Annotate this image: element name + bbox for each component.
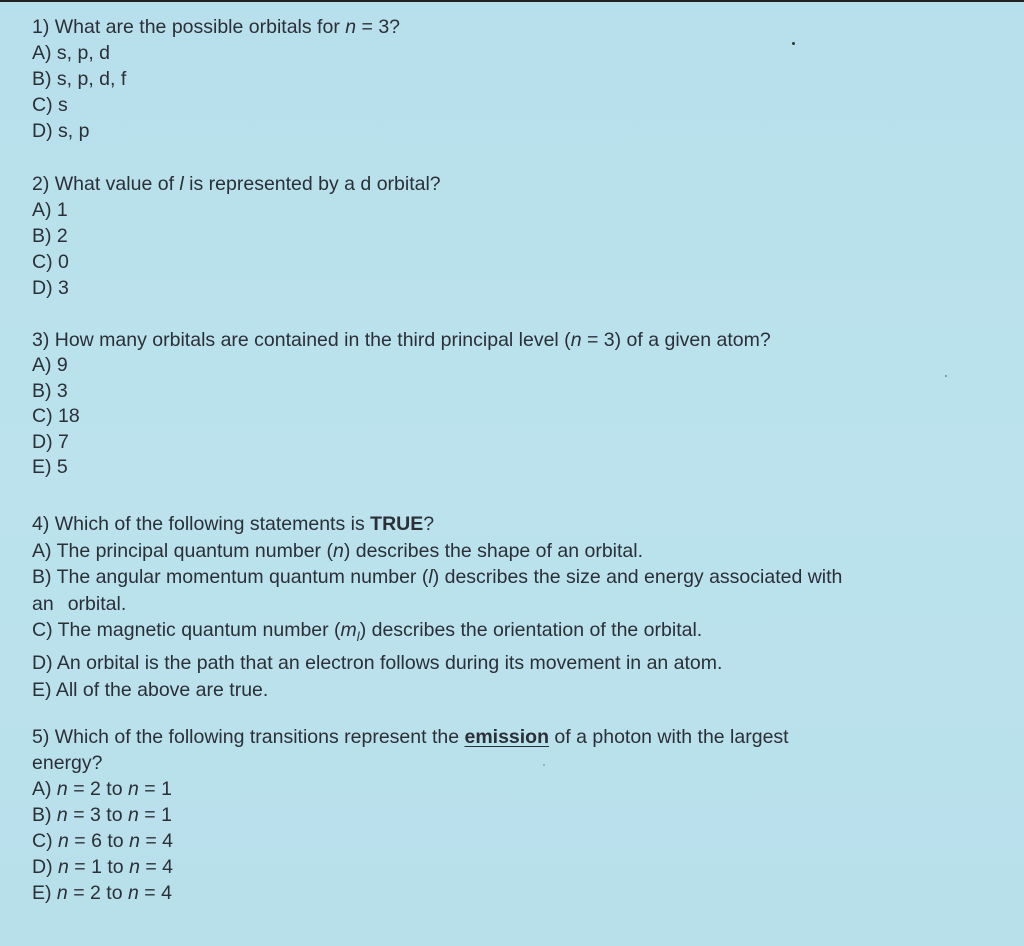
question-5-option-e [32,880,789,906]
question-3-option-e: E) 5 [32,456,68,479]
option-from-level: 2 [90,882,101,904]
question-3-stem-text: 3) How many orbitals are contained in the third principal level ( [32,329,571,351]
question-5-stem [32,724,789,750]
question-2-stem [32,171,441,197]
option-var: n [127,882,139,904]
option-eq: = [139,856,163,878]
question-4 [32,511,842,703]
question-3-option-a: A) 9 [32,354,68,376]
question-1-stem [32,14,400,40]
question-5-emission-emphasis: emission [464,726,550,748]
question-1-option-a: A) s, p, d [32,42,111,64]
option-var: n [332,539,344,562]
option-to: to [100,778,128,800]
question-1-option-b: B) s, p, d, f [32,68,127,90]
question-5-option-c [32,828,789,854]
option-text-tail: ) describes the shape of an orbital. [343,539,644,562]
question-4-option-a [32,538,842,565]
option-to-level: 4 [161,882,172,904]
option-text: A) The principal quantum number ( [32,539,333,562]
question-3-stem [32,327,771,353]
option-text-tail: ) describes the size and energy associated with [432,566,843,588]
question-1-stem-text: 1) What are the possible orbitals for [32,16,346,38]
option-var: m [340,619,357,641]
option-from-level: 2 [90,778,101,800]
question-4-option-c [32,617,842,650]
option-to: to [100,804,128,826]
option-eq: = [67,804,91,826]
question-3 [32,327,771,481]
scan-speck [792,42,795,45]
question-4-option-b-wrap [32,591,842,618]
option-var: n [129,856,140,878]
option-to: to [100,882,128,904]
option-eq: = [68,830,92,852]
option-to-level: 4 [162,856,174,878]
question-1-var: n [345,16,357,38]
question-2-option-b: B) 2 [32,225,68,247]
option-letter: B) [32,804,57,826]
option-from-level: 3 [90,804,101,826]
question-1-option-d: D) s, p [32,120,90,142]
option-eq: = [138,778,162,800]
option-text-tail: ) describes the orientation of the orbital. [359,619,703,641]
option-text: D) An orbital is the path that an electron follows during its movement in an atom. [32,652,723,675]
option-to-level: 1 [161,778,172,800]
option-letter: E) [32,882,57,904]
question-2-var: l [179,173,184,195]
question-4-option-b [32,564,842,591]
option-letter: C) [32,830,58,852]
option-to-level: 4 [162,830,174,852]
option-var: n [58,856,69,878]
question-2-option-a: A) 1 [32,199,68,221]
option-eq: = [67,882,91,904]
question-5 [32,724,789,906]
option-var: n [56,804,68,826]
option-var: n [127,778,139,800]
question-4-stem-text: 4) Which of the following statements is [32,513,371,535]
option-text: C) The magnetic quantum number ( [32,619,341,641]
question-3-option-b: B) 3 [32,379,68,402]
question-5-stem-line2: energy? [32,752,103,774]
option-text: B) The angular momentum quantum number ( [32,566,429,588]
question-4-stem [32,511,842,538]
option-to-level: 1 [161,804,172,826]
option-letter: A) [32,778,57,800]
option-var: n [129,830,140,852]
option-eq: = [138,804,162,826]
scan-speck [543,764,545,766]
question-2-stem-text: 2) What value of [32,173,180,195]
option-letter: D) [32,856,58,878]
question-3-option-c: C) 18 [32,405,80,428]
option-var: l [428,566,433,588]
question-3-var: n [570,329,582,351]
question-2 [32,171,441,301]
question-4-true-emphasis: TRUE [370,513,424,535]
question-4-option-d [32,650,842,677]
question-5-stem-text: 5) Which of the following transitions represent the [32,726,465,748]
option-eq: = [139,830,163,852]
option-wrap-word: orbital. [67,592,127,615]
option-var: n [58,830,69,852]
option-var-subscript: l [356,628,360,644]
question-3-option-d: D) 7 [32,430,69,453]
option-to: to [101,856,130,878]
question-2-option-c: C) 0 [32,251,69,273]
question-1 [32,14,400,144]
option-to: to [101,830,130,852]
option-eq: = [67,778,91,800]
scan-speck [945,375,947,377]
option-from-level: 1 [91,856,102,878]
option-var: n [56,778,68,800]
question-1-option-c: C) s [32,94,68,116]
question-5-option-b [32,802,789,828]
question-3-stem-tail: = 3) of a given atom? [581,329,771,351]
question-5-stem-tail: of a photon with the largest [549,726,789,748]
option-var: n [56,882,68,904]
option-from-level: 6 [91,830,102,852]
question-5-option-a [32,776,789,802]
option-eq: = [68,856,92,878]
question-2-option-d: D) 3 [32,277,69,299]
option-var: n [127,804,139,826]
question-2-stem-tail: is represented by a d orbital? [183,173,441,195]
question-4-option-e [32,677,842,704]
question-5-option-d [32,854,789,880]
question-4-stem-tail: ? [423,513,435,535]
option-wrap-word: an [32,592,54,615]
option-text: E) All of the above are true. [32,678,269,701]
question-1-stem-tail: = 3? [356,16,401,38]
option-eq: = [138,882,162,904]
